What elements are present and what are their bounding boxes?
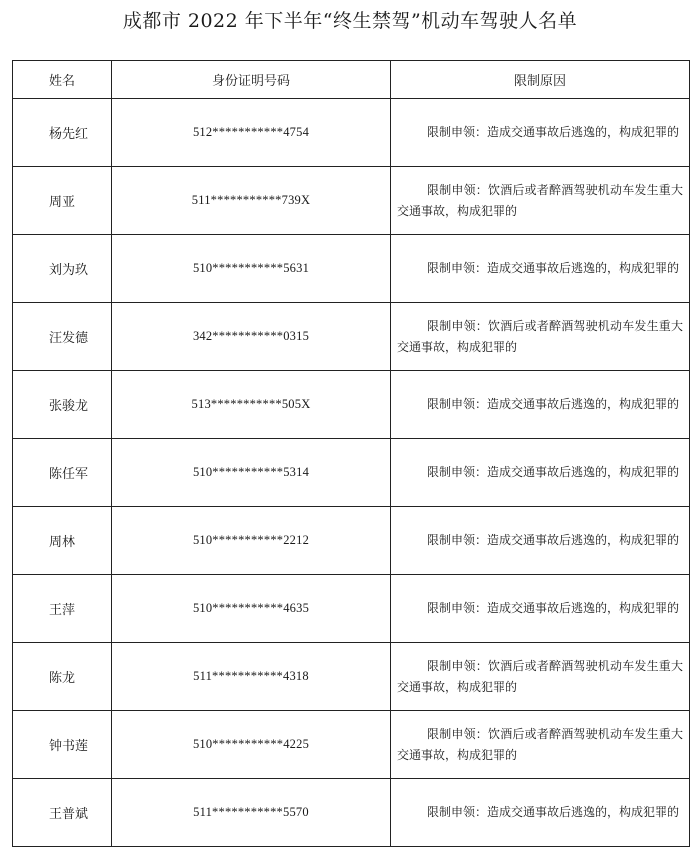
driver-name: 张骏龙 [13, 371, 112, 439]
restriction-reason-cell [391, 575, 690, 643]
driver-list-table [12, 60, 690, 847]
table-row [13, 99, 690, 167]
table-row [13, 439, 690, 507]
table-row [13, 235, 690, 303]
id-number: 511***********739X [112, 167, 391, 235]
id-number: 513***********505X [112, 371, 391, 439]
id-number: 510***********5314 [112, 439, 391, 507]
table-row [13, 507, 690, 575]
restriction-reason-cell [391, 439, 690, 507]
id-number: 342***********0315 [112, 303, 391, 371]
driver-name: 王普斌 [13, 779, 112, 847]
id-number: 510***********4635 [112, 575, 391, 643]
id-number: 511***********5570 [112, 779, 391, 847]
header-restriction-reason: 限制原因 [391, 61, 690, 99]
restriction-reason-cell [391, 371, 690, 439]
id-number: 512***********4754 [112, 99, 391, 167]
table-row [13, 371, 690, 439]
restriction-reason-cell [391, 235, 690, 303]
restriction-reason-cell [391, 303, 690, 371]
table-header-row [13, 61, 690, 99]
restriction-reason: 限制申领：造成交通事故后逃逸的，构成犯罪的 [427, 261, 680, 275]
restriction-reason: 限制申领：饮酒后或者醉酒驾驶机动车发生重大交通事故，构成犯罪的 [397, 182, 683, 218]
driver-name: 陈任军 [13, 439, 112, 507]
header-id-number: 身份证明号码 [112, 61, 391, 99]
header-name: 姓名 [13, 61, 112, 99]
table-row [13, 575, 690, 643]
driver-name: 钟书莲 [13, 711, 112, 779]
restriction-reason: 限制申领：饮酒后或者醉酒驾驶机动车发生重大交通事故，构成犯罪的 [397, 318, 683, 354]
restriction-reason: 限制申领：造成交通事故后逃逸的，构成犯罪的 [427, 397, 680, 411]
driver-name: 王萍 [13, 575, 112, 643]
restriction-reason: 限制申领：造成交通事故后逃逸的，构成犯罪的 [427, 125, 680, 139]
page-title: 成都市 2022 年下半年“终生禁驾”机动车驾驶人名单 [122, 10, 578, 32]
restriction-reason: 限制申领：造成交通事故后逃逸的，构成犯罪的 [427, 601, 680, 615]
table-row [13, 779, 690, 847]
driver-name: 汪发德 [13, 303, 112, 371]
driver-name: 周亚 [13, 167, 112, 235]
table-row [13, 711, 690, 779]
restriction-reason: 限制申领：造成交通事故后逃逸的，构成犯罪的 [427, 465, 680, 479]
id-number: 510***********5631 [112, 235, 391, 303]
driver-name: 刘为玖 [13, 235, 112, 303]
id-number: 511***********4318 [112, 643, 391, 711]
driver-name: 周林 [13, 507, 112, 575]
restriction-reason-cell [391, 99, 690, 167]
table-row [13, 303, 690, 371]
restriction-reason-cell [391, 507, 690, 575]
restriction-reason: 限制申领：造成交通事故后逃逸的，构成犯罪的 [427, 805, 680, 819]
restriction-reason-cell [391, 167, 690, 235]
id-number: 510***********4225 [112, 711, 391, 779]
restriction-reason: 限制申领：造成交通事故后逃逸的，构成犯罪的 [427, 533, 680, 547]
driver-name: 陈龙 [13, 643, 112, 711]
restriction-reason-cell [391, 711, 690, 779]
table-row [13, 167, 690, 235]
table-row [13, 643, 690, 711]
id-number: 510***********2212 [112, 507, 391, 575]
restriction-reason: 限制申领：饮酒后或者醉酒驾驶机动车发生重大交通事故，构成犯罪的 [397, 726, 683, 762]
restriction-reason: 限制申领：饮酒后或者醉酒驾驶机动车发生重大交通事故，构成犯罪的 [397, 658, 683, 694]
restriction-reason-cell [391, 779, 690, 847]
driver-name: 杨先红 [13, 99, 112, 167]
restriction-reason-cell [391, 643, 690, 711]
